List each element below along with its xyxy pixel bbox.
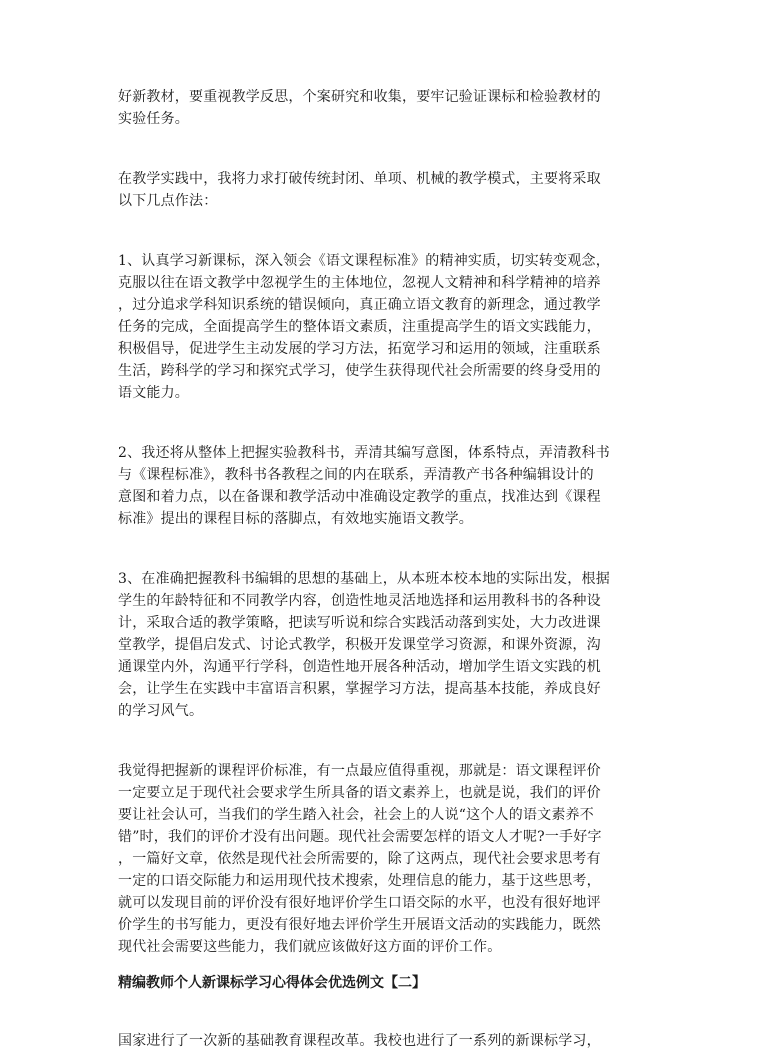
paragraph-closing: 国家进行了一次新的基础教育课程改革。我校也进行了一系列的新课标学习， xyxy=(118,1033,601,1049)
paragraph-6: 我觉得把握新的课程评价标准，有一点最应值得重视，那就是：语文课程评价 一定要立足于现代社会要求学生所具备的语文素养上，也就是说，我们的评价 要让社会认可，当我们的学生踏入社会，社会上的人说“这个人的语文素养不 错”时，我们的评价才没有出问题。现代社会需要怎样的语文人才呢?一手好字 ，一篇好文章，依然是现代社会所需要的，除了这两点，现代社会要求思考有 一定的口语交际能力和运用现代技术搜索，处理信息的能力，基于这些思考， 就可以发现目前的评价没有很好地评价学生口语交际的水平，也没有很好地评 价学生的书写能力，更没有很好地去评价学生开展语文活动的实践能力，既然 现代社会需要这些能力，我们就应该做好这方面的评价工作。 xyxy=(118,763,602,955)
paragraph-2: 在教学实践中，我将力求打破传统封闭、单项、机械的教学模式，主要将采取 以下几点作法： xyxy=(118,171,601,209)
paragraph-4: 2、我还将从整体上把握实验教科书，弄清其编写意图，体系特点，弄清教科书 与《课程标准》，教科书各教程之间的内在联系，弄清教产书各种编辑设计的 意图和着力点，以在备课和教学活动中准确设定教学的重点，找准达到《课程 标准》提出的课程目标的落脚点，有效地实施语文教学。 xyxy=(118,445,610,527)
paragraph-1: 好新教材，要重视教学反思，个案研究和收集，要牢记验证课标和检验教材的 实验任务。 xyxy=(118,89,601,127)
document-body xyxy=(118,86,654,1052)
paragraph-3: 1、认真学习新课标，深入领会《语文课程标准》的精神实质，切实转变观念， 克服以往在语文教学中忽视学生的主体地位，忽视人文精神和科学精神的培养 ，过分追求学科知识系统的错误倾向，真正确立语文教育的新理念，通过教学 任务的完成，全面提高学生的整体语文素质，注重提高学生的语文实践能力， 积极倡导，促进学生主动发展的学习方法，拓宽学习和运用的领域，注重联系 生活，跨科学的学习和探究式学习，使学生获得现代社会所需要的终身受用的 语文能力。 xyxy=(118,253,610,401)
paragraph-5: 3、在准确把握教科书编辑的思想的基础上，从本班本校本地的实际出发，根据 学生的年龄特征和不同教学内容，创造性地灵活地选择和运用教科书的各种设 计，采取合适的教学策略，把读写听说和综合实践活动落到实处，大力改进课 堂教学，提倡启发式、讨论式教学，积极开发课堂学习资源，和课外资源，沟 通课堂内外，沟通平行学科，创造性地开展各种活动，增加学生语文实践的机 会，让学生在实践中丰富语言积累，掌握学习方法，提高基本技能，养成良好 的学习风气。 xyxy=(118,571,610,719)
section-heading: 精编教师个人新课标学习心得体会优选例文【二】 xyxy=(118,975,426,991)
